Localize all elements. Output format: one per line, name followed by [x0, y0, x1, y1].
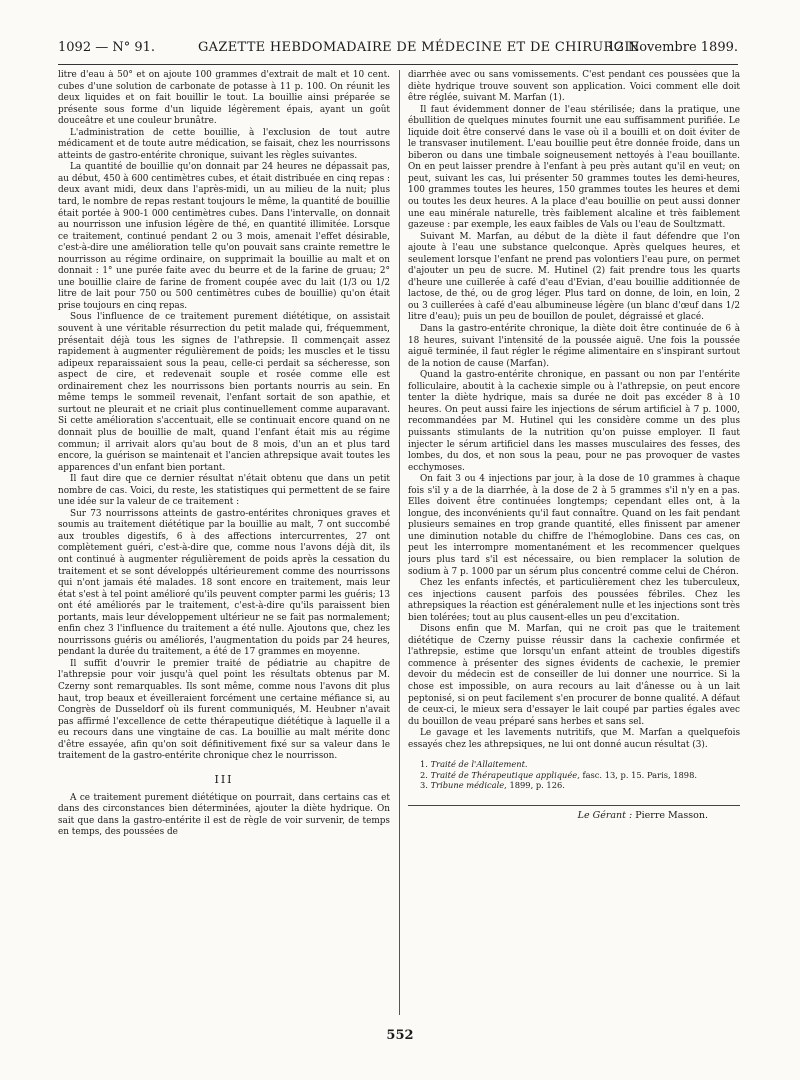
right-column — [408, 70, 740, 1010]
running-header — [58, 38, 738, 58]
footnotes — [408, 757, 740, 791]
paragraph: Sous l'influence de ce traitement purement diététique, on assistait souvent à une véritable résurrection du petit malade qui, fréquemment, présentait déjà tous les signes de l'athrepsie. Il commençait assez rapidement à augmenter régulièrement de poids; les muscles et le tissu adipeux reparaissaient sous la peau, celle-ci perdait sa sécheresse, son aspect de cire, et redevenait souple et rosée comme elle est ordinairement chez les nourrissons bien portants nourris au sein. En même temps le sommeil revenait, l'enfant sortait de son apathie, et surtout ne pleurait et ne criait plus continuellement comme auparavant. Si cette amélioration s'accentuait, elle se continuait encore quand on ne donnait plus de bouillie de malt, quand l'enfant était mis au régime commun; il arrivait alors qu'au bout de 8 mois, d'un an et plus tard encore, la guérison se maintenait et l'ancien athrepsique avait toutes les apparences d'un enfant bien portant. — [58, 312, 390, 473]
paragraph: Chez les enfants infectés, et particulièrement chez les tuberculeux, ces injections causent parfois des poussées fébriles. Chez les athrepsiques la réaction est généralement nulle et les injections sont très bien tolérées; tout au plus causent-elles un peu d'excitation. — [408, 578, 740, 623]
paragraph: Il suffit d'ouvrir le premier traité de pédiatrie au chapitre de l'athrepsie pour voir jusqu'à quel point les résultats obtenus par M. Czerny sont remarquables. Ils sont même, comme nous l'avons dit plus haut, trop beaux et éveilleraient forcément une certaine méfiance si, au Congrès de Dusseldorf où ils furent communiqués, M. Heubner n'avait pas affirmé l'excellence de cette thérapeutique diététique à laquelle il a eu recours dans une vingtaine de cas. La bouillie au malt mérite donc d'être essayée, afin qu'on soit définitivement fixé sur sa valeur dans le traitement de la gastro-entérite chronique chez le nourrisson. — [58, 658, 390, 762]
gerant-signature — [408, 810, 740, 822]
paragraph: litre d'eau à 50° et on ajoute 100 grammes d'extrait de malt et 10 cent. cubes d'une solution de carbonate de potasse à 11 p. 100. On réunit les deux liquides et on fait bouillir le tout. La bouillie ainsi préparée se présente sous forme d'un liquide légèrement épais, ayant un goût douceâtre et une couleur brunâtre. — [58, 70, 390, 127]
footnote: 1. Traité de l'Allaitement. — [420, 759, 528, 770]
paragraph: Il faut dire que ce dernier résultat n'était obtenu que dans un petit nombre de cas. Voici, du reste, les statistiques qui permettent de se faire une idée sur la valeur de ce traitement : — [58, 474, 390, 508]
paragraph: L'administration de cette bouillie, à l'exclusion de tout autre médicament et de toute autre médication, se faisait, chez les nourrissons atteints de gastro-entérite chronique, suivant les règles suivantes. — [58, 127, 390, 161]
paragraph: Disons enfin que M. Marfan, qui ne croit pas que le traitement diététique de Czerny puisse réussir dans la cachexie confirmée et l'athrepsie, estime que lorsqu'un enfant atteint de troubles digestifs commence à présenter des signes évidents de cachexie, le premier devoir du médecin est de conseiller de lui donner une nourrice. Si la chose est impossible, on aura recours au lait d'ânesse ou à un lait peptonisé, si on peut facilement s'en procurer de bonne qualité. A défaut de ceux-ci, le mieux sera d'essayer le lait coupé par parties égales avec du bouillon de veau préparé sans herbes et sans sel. — [408, 624, 740, 727]
section-heading: III — [214, 772, 234, 786]
paragraph: Dans la gastro-entérite chronique, la diète doit être continuée de 6 à 18 heures, suivant l'intensité de la poussée aiguë. Une fois la poussée aiguë terminée, il faut régler le régime alimentaire en s'inspirant surtout de la notion de cause (Marfan). — [408, 324, 740, 369]
paragraph: Le gavage et les lavements nutritifs, que M. Marfan a quelquefois essayés chez les athrepsiques, ne lui ont donné aucun résultat (3). — [408, 728, 740, 750]
paragraph: Quand la gastro-entérite chronique, en passant ou non par l'entérite folliculaire, aboutit à la cachexie simple ou à l'athrepsie, on peut encore tenter la diète hydrique, mais sa durée ne doit pas excéder 8 à 10 heures. On peut aussi faire les injections de sérum artificiel à 7 p. 1000, recommandées par M. Hutinel qui les considère comme un des plus puissants stimulants de la nutrition qu'on puisse employer. Il faut injecter le sérum artificiel dans les masses musculaires des fesses, des lombes, du dos, et non sous la peau, pour ne pas provoquer de vastes ecchymoses. — [408, 370, 740, 473]
column-divider — [399, 70, 400, 1015]
paragraph: On fait 3 ou 4 injections par jour, à la dose de 10 grammes à chaque fois s'il y a de la diarrhée, à la dose de 2 à 5 grammes s'il n'y en a pas. Elles doivent être continuées longtemps; cependant elles ont, à la longue, des inconvénients qu'il faut connaître. Quand on les fait pendant plusieurs semaines en trop grande quantité, elles finissent par amener une diminution notable du chiffre de l'hémoglobine. Dans ces cas, on peut les interrompre momentanément et les recommencer quelques jours plus tard s'il est nécessaire, ou bien remplacer la solution de sodium à 7 p. 1000 par un sérum plus concentré comme celui de Chéron. — [408, 474, 740, 577]
footnote: 2. Traité de Thérapeutique appliquée, fasc. 13, p. 15. Paris, 1898. — [420, 769, 698, 780]
paragraph: Il faut évidemment donner de l'eau stérilisée; dans la pratique, une ébullition de quelques minutes fournit une eau suffisamment purifiée. Le liquide doit être conservé dans le vase où il a bouilli et on doit éviter de le transvaser inutilement. L'eau bouillie peut être donnée froide, dans un biberon ou dans une timbale soigneusement nettoyés à l'eau bouillante. On en peut laisser prendre à l'enfant à peu près autant qu'il en veut; on peut, suivant les cas, lui présenter 50 grammes toutes les demi-heures, 100 grammes toutes les heures, 150 grammes toutes les heures et demi ou toutes les deux heures. A la place d'eau bouillie on peut aussi donner une eau minérale naturelle, très faiblement alcaline et très faiblement gazeuse : par exemple, les eaux faibles de Vals ou l'eau de Soultzmatt. — [408, 104, 740, 231]
footnote: 3. Tribune médicale, 1899, p. 126. — [420, 780, 565, 791]
issue-date: 12 Novembre 1899. — [607, 40, 738, 55]
paragraph: Sur 73 nourrissons atteints de gastro-entérites chroniques graves et soumis au traitement diététique par la bouillie au malt, 7 ont succombé aux troubles digestifs, 6 à des affections intercurrentes, 27 ont complètement guéri, c'est-à-dire que, comme nous l'avons déjà dit, ils ont continué à augmenter régulièrement de poids après la cessation du traitement et se sont développés ultérieurement comme des nourrissons qui n'ont jamais été malades. 18 sont encore en traitement, mais leur état s'est à tel point amélioré qu'ils peuvent compter parmi les guéris; 13 ont été améliorés par le traitement, c'est-à-dire qu'ils paraissent bien portants, mais leur développement ultérieur ne se fait pas normalement; enfin chez 3 l'influence du traitement a été nulle. Ajoutons que, chez les nourrissons guéris ou améliorés, l'augmentation du poids par 24 heures, pendant la durée du traitement, a été de 17 grammes en moyenne. — [58, 508, 390, 658]
paragraph: diarrhée avec ou sans vomissements. C'est pendant ces poussées que la diète hydrique trouve souvent son application. Voici comment elle doit être réglée, suivant M. Marfan (1). — [408, 70, 740, 104]
gerant-rule — [408, 805, 740, 806]
header-rule — [58, 64, 738, 65]
gerant-name: Pierre Masson. — [635, 810, 708, 822]
paragraph: A ce traitement purement diététique on pourrait, dans certains cas et dans des circonstances bien déterminées, ajouter la diète hydrique. On sait que dans la gastro-entérite il est de règle de voir survenir, de temps en temps, des poussées de — [58, 792, 390, 838]
gerant-label: Le Gérant : — [577, 810, 633, 822]
issue-number: 1092 — N° 91. — [58, 40, 156, 55]
journal-title: GAZETTE HEBDOMADAIRE DE MÉDECINE ET DE CHIRURGIE — [198, 40, 640, 55]
page-number: 552 — [386, 1028, 414, 1043]
paragraph: Suivant M. Marfan, au début de la diète il faut défendre que l'on ajoute à l'eau une substance quelconque. Après quelques heures, et seulement lorsque l'enfant ne prend pas volontiers l'eau pure, on permet d'ajouter un peu de sucre. M. Hutinel (2) fait prendre tous les quarts d'heure une cuillerée à café d'eau d'Evian, d'eau bouillie additionnée de lactose, de thé, ou de grog léger. Plus tard on donne, de loin, en loin, 2 ou 3 cuillerées à café d'eau albumineuse légère (un blanc d'œuf dans 1/2 litre d'eau); puis un peu de bouillon de poulet, dégraissé et glacé. — [408, 231, 740, 323]
paragraph: La quantité de bouillie qu'on donnait par 24 heures ne dépassait pas, au début, 450 à 600 centimètres cubes, et était distribuée en cinq repas : deux avant midi, deux dans l'après-midi, un au milieu de la nuit; plus tard, le nombre de repas restant toujours le même, la quantité de bouillie était portée à 900-1 000 centimètres cubes. Dans l'intervalle, on donnait au nourrisson une infusion légère de thé, en quantité illimitée. Lorsque ce traitement, continué pendant 2 ou 3 mois, amenait l'effet désirable, c'est-à-dire une amélioration telle qu'on pouvait sans crainte remettre le nourrisson au régime ordinaire, on supprimait la bouillie au malt et on donnait : 1° une purée faite avec du beurre et de la farine de gruau; 2° une bouillie claire de farine de froment coupée avec du lait (1/3 ou 1/2 litre de lait pour 750 ou 500 centimètres cubes de bouillie) qu'on était prise toujours en cinq repas. — [58, 162, 390, 311]
left-column — [58, 70, 390, 1010]
